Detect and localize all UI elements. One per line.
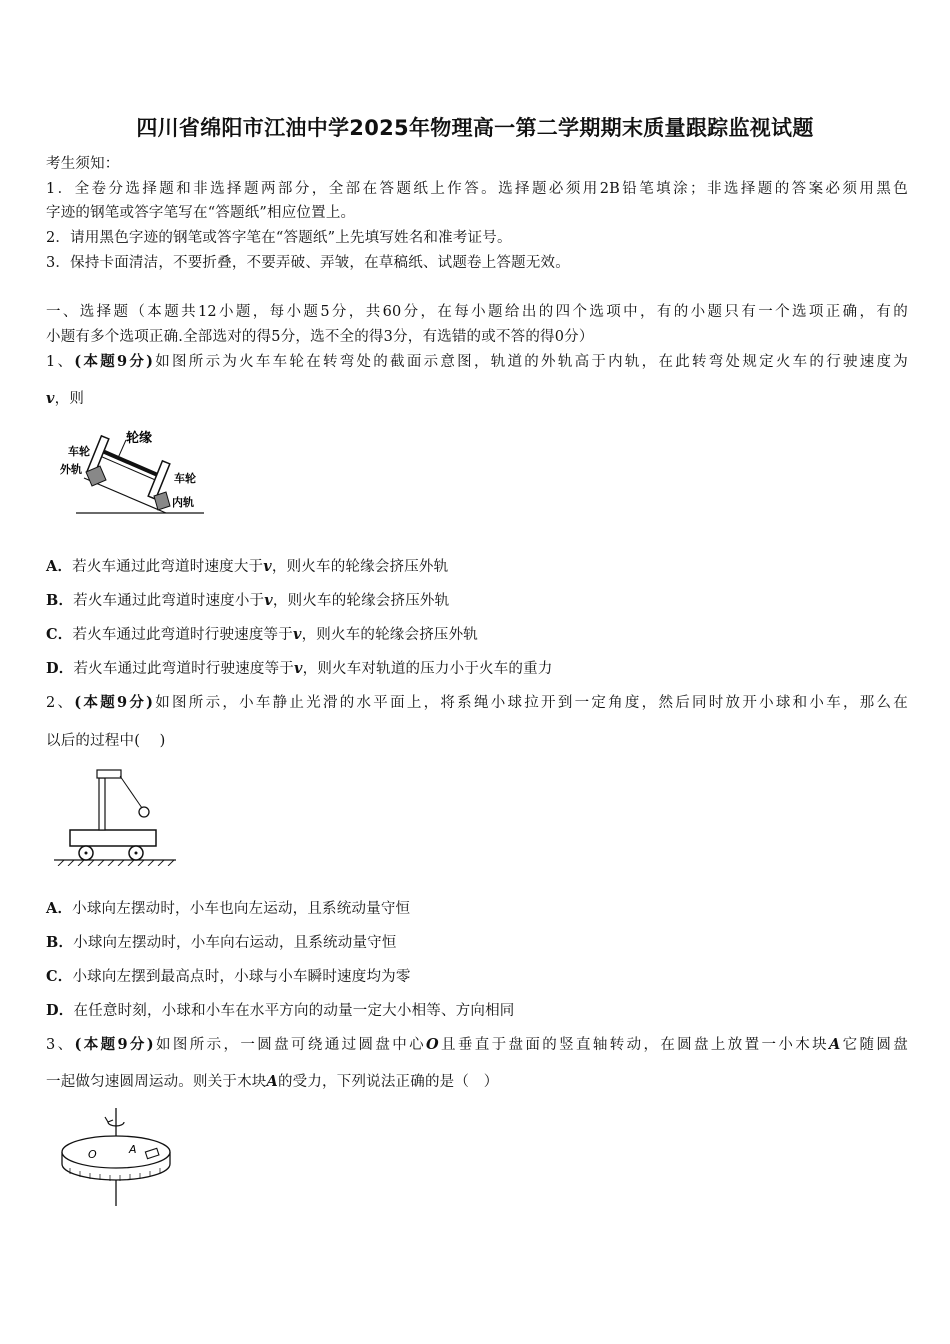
question-score: (本题9分) [74,694,154,711]
question-2-option-a [46,899,908,919]
notice-item-1-cont: 字迹的钢笔或答字笔写在“答题纸”相应位置上。 [46,205,356,221]
question-text: ，则 [54,391,85,407]
option-text: ，则火车的轮缘会挤压外轨 [271,559,449,575]
question-2-option-d [46,1001,908,1021]
variable-a: A [829,1036,841,1053]
question-number: 3、 [46,1037,75,1053]
figure-cart-pendulum [54,766,178,866]
option-text: ，则火车对轨道的压力小于火车的重力 [302,661,553,677]
option-text: ，则火车的轮缘会挤压外轨 [272,593,450,609]
question-text: 且垂直于盘面的竖直轴转动，在圆盘上放置一小木块 [438,1037,830,1053]
variable-v: v [292,626,302,643]
label-inner-rail: 内轨 [172,496,194,509]
option-letter: B． [46,934,74,951]
option-text: 在任意时刻，小球和小车在水平方向的动量一定大小相等、方向相同 [73,1003,515,1019]
question-score: (本题9分) [74,353,154,370]
option-letter: C． [46,626,73,643]
label-flange: 轮缘 [126,431,153,446]
question-1-option-c [46,625,908,645]
option-text: 若火车通过此弯道时行驶速度等于 [72,627,293,643]
variable-a: A [266,1073,278,1090]
question-1-stem [46,352,908,372]
question-1-option-b [46,591,908,611]
option-letter: B． [46,592,74,609]
variable-v: v [46,390,55,407]
question-3-stem-cont [46,1072,908,1092]
question-number: 2、 [46,695,75,711]
option-text: ，则火车的轮缘会挤压外轨 [301,627,478,643]
label-wheel-left: 车轮 [68,445,90,458]
variable-o: O [425,1036,439,1053]
question-text: 如图所示，小车静止光滑的水平面上，将系绳小球拉开到一定角度，然后同时放开小球和小车，那么在 [153,695,908,711]
label-a: A [129,1143,137,1156]
question-1-option-a [46,557,908,577]
notice-heading: 考生须知： [46,156,120,172]
question-1-option-d [46,659,908,679]
question-text: 如图所示，一圆盘可绕通过圆盘中心 [153,1037,426,1053]
question-text: 的受力，下列说法正确的是（ ） [277,1074,499,1090]
question-text: 如图所示为火车车轮在转弯处的截面示意图，轨道的外轨高于内轨，在此转弯处规定火车的行驶速度为 [153,354,908,370]
option-letter: D． [46,660,74,677]
option-letter: A． [46,558,73,575]
option-text: 若火车通过此弯道时速度小于 [73,593,265,609]
question-2-stem [46,693,908,713]
question-number: 1、 [46,354,75,370]
question-3-stem [46,1035,908,1055]
option-text: 若火车通过此弯道时行驶速度等于 [73,661,294,677]
label-outer-rail: 外轨 [60,463,82,476]
notice-item-1: 1．全卷分选择题和非选择题两部分，全部在答题纸上作答。选择题必须用2B铅笔填涂；非选择题的答案必须用黑色 [46,181,908,197]
notice-item-2: 2．请用黑色字迹的钢笔或答字笔在“答题纸”上先填写姓名和准考证号。 [46,230,512,246]
section-header: 一、选择题（本题共12小题，每小题5分，共60分，在每小题给出的四个选项中，有的小题只有一个选项正确，有的 [46,304,908,320]
variable-v: v [264,592,273,609]
option-letter: C． [46,968,73,985]
option-letter: D． [46,1002,74,1019]
question-2-stem-cont: 以后的过程中( ) [46,733,166,749]
section-header-cont: 小题有多个选项正确.全部选对的得5分，选不全的得3分，有选错的或不答的得0分） [46,329,594,345]
question-1-stem-cont [46,389,908,409]
figure-rotating-disk [54,1106,174,1208]
option-text: 小球向左摆动时，小车也向左运动，且系统动量守恒 [72,901,411,917]
question-text: 一起做匀速圆周运动。则关于木块 [46,1074,267,1090]
variable-v: v [263,558,272,575]
question-2-option-c [46,967,908,987]
option-letter: A． [46,900,73,917]
notice-item-3: 3．保持卡面清洁，不要折叠，不要弄破、弄皱，在草稿纸、试题卷上答题无效。 [46,255,570,271]
label-wheel-right: 车轮 [174,472,196,485]
question-2-option-b [46,933,908,953]
option-text: 小球向左摆动时，小车向右运动，且系统动量守恒 [73,935,397,951]
question-text: 它随圆盘 [840,1037,908,1053]
option-text: 小球向左摆到最高点时，小球与小车瞬时速度均为零 [72,969,411,985]
page-title: 四川省绵阳市江油中学2025年物理高一第二学期期末质量跟踪监视试题 [136,116,814,140]
question-score: (本题9分) [74,1036,154,1053]
label-o: O [88,1148,97,1161]
variable-v: v [293,660,303,677]
figure-train-wheel [56,426,206,518]
option-text: 若火车通过此弯道时速度大于 [72,559,264,575]
